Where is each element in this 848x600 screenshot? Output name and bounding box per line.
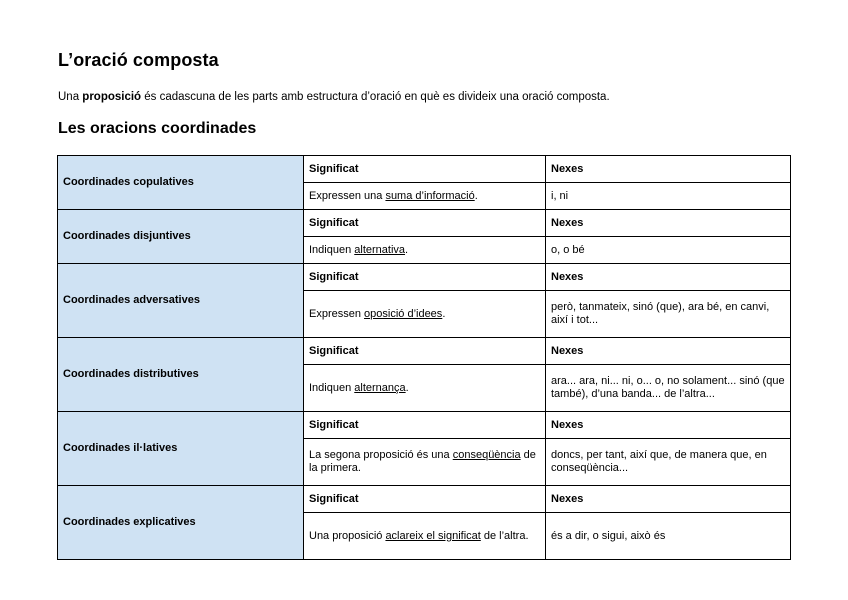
significat-cell — [304, 183, 546, 210]
significat-text-end: . — [442, 307, 446, 320]
table-row — [58, 486, 791, 513]
nexes-header: Nexes — [546, 486, 791, 513]
nexes-header: Nexes — [546, 412, 791, 439]
intro-bold-term: proposició — [82, 91, 142, 103]
table-row — [58, 338, 791, 365]
nexes-header: Nexes — [546, 156, 791, 183]
table-row — [58, 156, 791, 183]
significat-header: Significat — [304, 264, 546, 291]
type-cell: Coordinades explicatives — [58, 486, 304, 560]
type-cell: Coordinades copulatives — [58, 156, 304, 210]
significat-cell — [304, 439, 546, 486]
nexes-cell: però, tanmateix, sinó (que), ara bé, en canvi, així i tot... — [546, 291, 791, 338]
nexes-cell: ara... ara, ni... ni, o... o, no solament... sinó (que també), d’una banda... de l’altra... — [546, 365, 791, 412]
type-cell: Coordinades disjuntives — [58, 210, 304, 264]
significat-key-term: oposició d’idees — [364, 307, 443, 320]
type-cell: Coordinades distributives — [58, 338, 304, 412]
nexes-cell: és a dir, o sigui, això és — [546, 513, 791, 560]
nexes-header: Nexes — [546, 210, 791, 237]
nexes-header: Nexes — [546, 338, 791, 365]
significat-text-end: de l’altra. — [480, 529, 529, 542]
page-title: L’oració composta — [58, 50, 219, 70]
significat-text-end: de la primera. — [309, 449, 536, 474]
significat-cell — [304, 513, 546, 560]
significat-header: Significat — [304, 412, 546, 439]
intro-text-after: és cadascuna de les parts amb estructura d’oració en què es divideix una oració composta. — [141, 91, 610, 103]
nexes-header: Nexes — [546, 264, 791, 291]
significat-text: Una proposició — [309, 529, 386, 542]
section-title: Les oracions coordinades — [58, 120, 257, 137]
significat-header: Significat — [304, 338, 546, 365]
table-row — [58, 264, 791, 291]
type-cell: Coordinades adversatives — [58, 264, 304, 338]
significat-text: La segona proposició és una — [309, 449, 453, 461]
nexes-cell: doncs, per tant, així que, de manera que, en conseqüència... — [546, 439, 791, 486]
intro-text-before: Una — [58, 91, 83, 103]
significat-key-term: alternativa — [354, 243, 406, 256]
significat-text: Indiquen — [309, 381, 355, 394]
significat-key-term: conseqüència — [452, 449, 521, 461]
significat-text: Expressen una — [309, 189, 386, 202]
coordinades-table — [57, 155, 791, 560]
significat-header: Significat — [304, 156, 546, 183]
significat-text-end: . — [474, 189, 478, 202]
significat-text-end: . — [405, 381, 409, 394]
significat-text-end: . — [405, 243, 409, 256]
significat-cell — [304, 291, 546, 338]
significat-text: Expressen — [309, 307, 365, 320]
significat-key-term: alternança — [354, 381, 406, 394]
table-row — [58, 210, 791, 237]
significat-key-term: suma d’informació — [385, 189, 475, 202]
significat-header: Significat — [304, 210, 546, 237]
significat-cell — [304, 365, 546, 412]
significat-key-term: aclareix el significat — [385, 529, 481, 542]
nexes-cell: o, o bé — [546, 237, 791, 264]
intro-paragraph — [58, 91, 610, 103]
significat-text: Indiquen — [309, 243, 355, 256]
type-cell: Coordinades il·latives — [58, 412, 304, 486]
nexes-cell: i, ni — [546, 183, 791, 210]
significat-cell — [304, 237, 546, 264]
significat-header: Significat — [304, 486, 546, 513]
table-row — [58, 412, 791, 439]
